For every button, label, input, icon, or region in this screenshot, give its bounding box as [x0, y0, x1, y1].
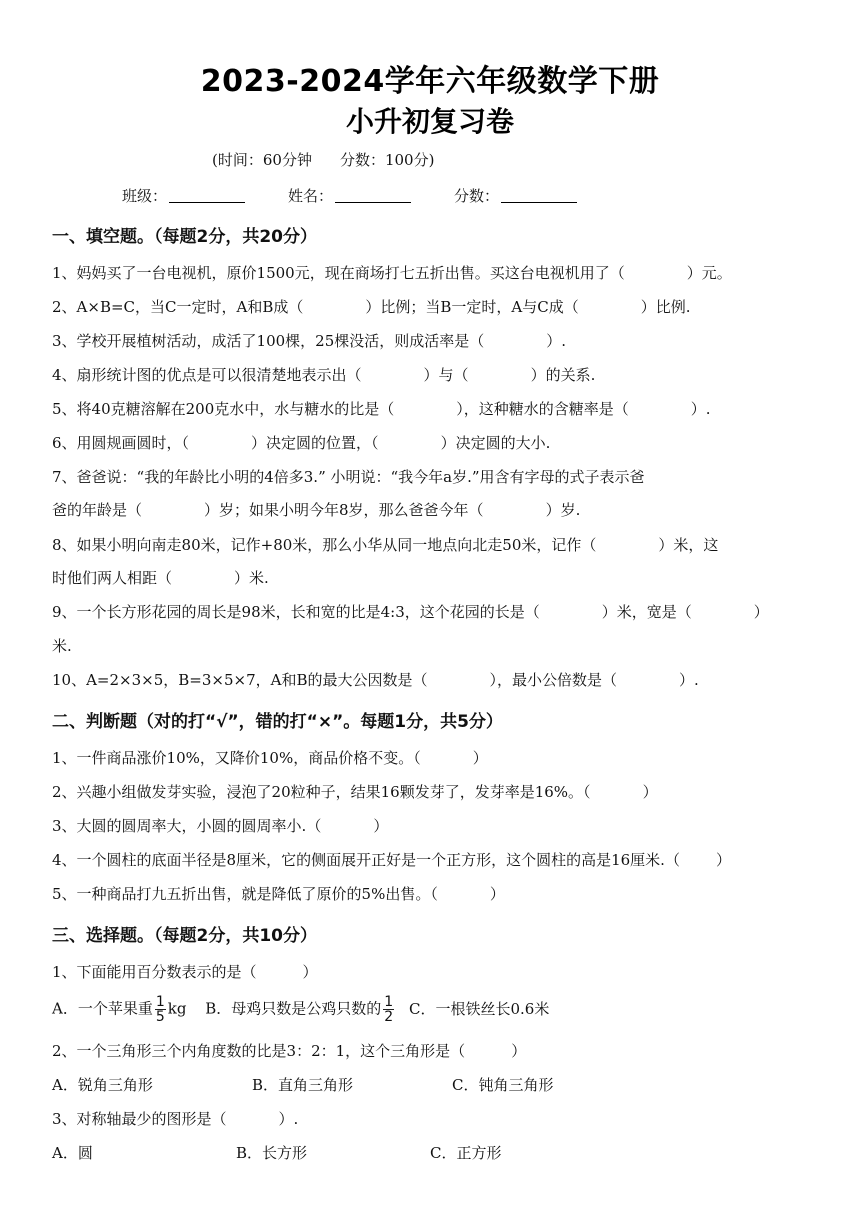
fill-q7-line2: 爸的年龄是（ ）岁；如果小明今年8岁，那么爸爸今年（ ）岁. [52, 501, 581, 519]
fill-q3: 3、学校开展植树活动，成活了100棵，25棵没活，则成活率是（ ）. [52, 332, 567, 350]
fraction-one-half: $\frac{1}{2}$ [384, 994, 394, 1025]
total-score: 分数：100分) [339, 151, 435, 169]
section-2-heading: 二、判断题（对的打“√”，错的打“×”。每题1分，共5分） [52, 712, 503, 732]
class-field: 班级： [122, 185, 245, 206]
fill-q5: 5、将40克糖溶解在200克水中，水与糖水的比是（ ），这种糖水的含糖率是（ ）. [52, 400, 711, 418]
choice-q3-option-b[interactable]: B．长方形 [236, 1144, 308, 1162]
choice-q2: 2、一个三角形三个内角度数的比是3：2：1，这个三角形是（ ） [52, 1042, 527, 1060]
judge-q3: 3、大圆的圆周率大，小圆的圆周率小.（ ） [52, 817, 389, 835]
fill-q2: 2、A×B=C，当C一定时，A和B成（ ）比例；当B一定时，A与C成（ ）比例. [52, 298, 691, 316]
fill-q4: 4、扇形统计图的优点是可以很清楚地表示出（ ）与（ ）的关系. [52, 366, 596, 384]
choice-q3-option-a[interactable]: A．圆 [52, 1144, 93, 1162]
choice-q1-option-a[interactable]: A．一个苹果重 $\frac{1}{5}$ kg [52, 994, 187, 1025]
judge-q4: 4、一个圆柱的底面半径是8厘米，它的侧面展开正好是一个正方形，这个圆柱的高是16厘米.（ ） [52, 851, 731, 869]
judge-q2: 2、兴趣小组做发芽实验，浸泡了20粒种子，结果16颗发芽了，发芽率是16%。（ ） [52, 783, 658, 801]
class-blank[interactable] [169, 188, 245, 203]
fill-q9-line2: 米. [52, 637, 72, 655]
choice-q1-options [52, 995, 549, 1024]
judge-q5: 5、一种商品打九五折出售，就是降低了原价的5%出售。（ ） [52, 885, 505, 903]
fill-q7-line1: 7、爸爸说：“我的年龄比小明的4倍多3.” 小明说：“我今年a岁.”用含有字母的式子表示爸 [52, 468, 645, 486]
fill-q6: 6、用圆规画圆时，（ ）决定圆的位置，（ ）决定圆的大小. [52, 434, 551, 452]
exam-title: 2023-2024学年六年级数学下册 [200, 64, 660, 99]
choice-q1-option-b[interactable]: B．母鸡只数是公鸡只数的 $\frac{1}{2}$ [205, 994, 394, 1025]
fill-q10: 10、A=2×3×5，B=3×5×7，A和B的最大公因数是（ ），最小公倍数是（ ）. [52, 671, 699, 689]
name-blank[interactable] [335, 188, 411, 203]
choice-q2-option-a[interactable]: A．锐角三角形 [52, 1076, 153, 1094]
fill-q1: 1、妈妈买了一台电视机，原价1500元，现在商场打七五折出售。买这台电视机用了（ ）元。 [52, 264, 732, 282]
name-field: 姓名： [288, 185, 411, 206]
fraction-one-fifth: $\frac{1}{5}$ [155, 994, 165, 1025]
section-3-heading: 三、选择题。（每题2分，共10分） [52, 926, 317, 946]
choice-q3-option-c[interactable]: C．正方形 [430, 1144, 502, 1162]
fill-q8-line2: 时他们两人相距（ ）米. [52, 569, 269, 587]
judge-q1: 1、一件商品涨价10%，又降价10%，商品价格不变。（ ） [52, 749, 488, 767]
choice-q3: 3、对称轴最少的图形是（ ）. [52, 1110, 299, 1128]
choice-q2-option-b[interactable]: B．直角三角形 [252, 1076, 354, 1094]
score-field: 分数： [454, 185, 577, 206]
score-blank[interactable] [501, 188, 577, 203]
choice-q1: 1、下面能用百分数表示的是（ ） [52, 963, 318, 981]
exam-meta [212, 149, 434, 170]
fill-q8-line1: 8、如果小明向南走80米，记作+80米，那么小华从同一地点向北走50米，记作（ ）米，这 [52, 536, 719, 554]
choice-q1-option-c[interactable]: C．一根铁丝长0.6米 [408, 999, 550, 1018]
choice-q2-option-c[interactable]: C．钝角三角形 [452, 1076, 554, 1094]
time-limit: (时间：60分钟 [212, 151, 312, 169]
exam-subtitle: 小升初复习卷 [345, 105, 514, 138]
section-1-heading: 一、填空题。（每题2分，共20分） [52, 227, 317, 247]
fill-q9-line1: 9、一个长方形花园的周长是98米，长和宽的比是4:3，这个花园的长是（ ）米，宽是（ ） [52, 603, 769, 621]
